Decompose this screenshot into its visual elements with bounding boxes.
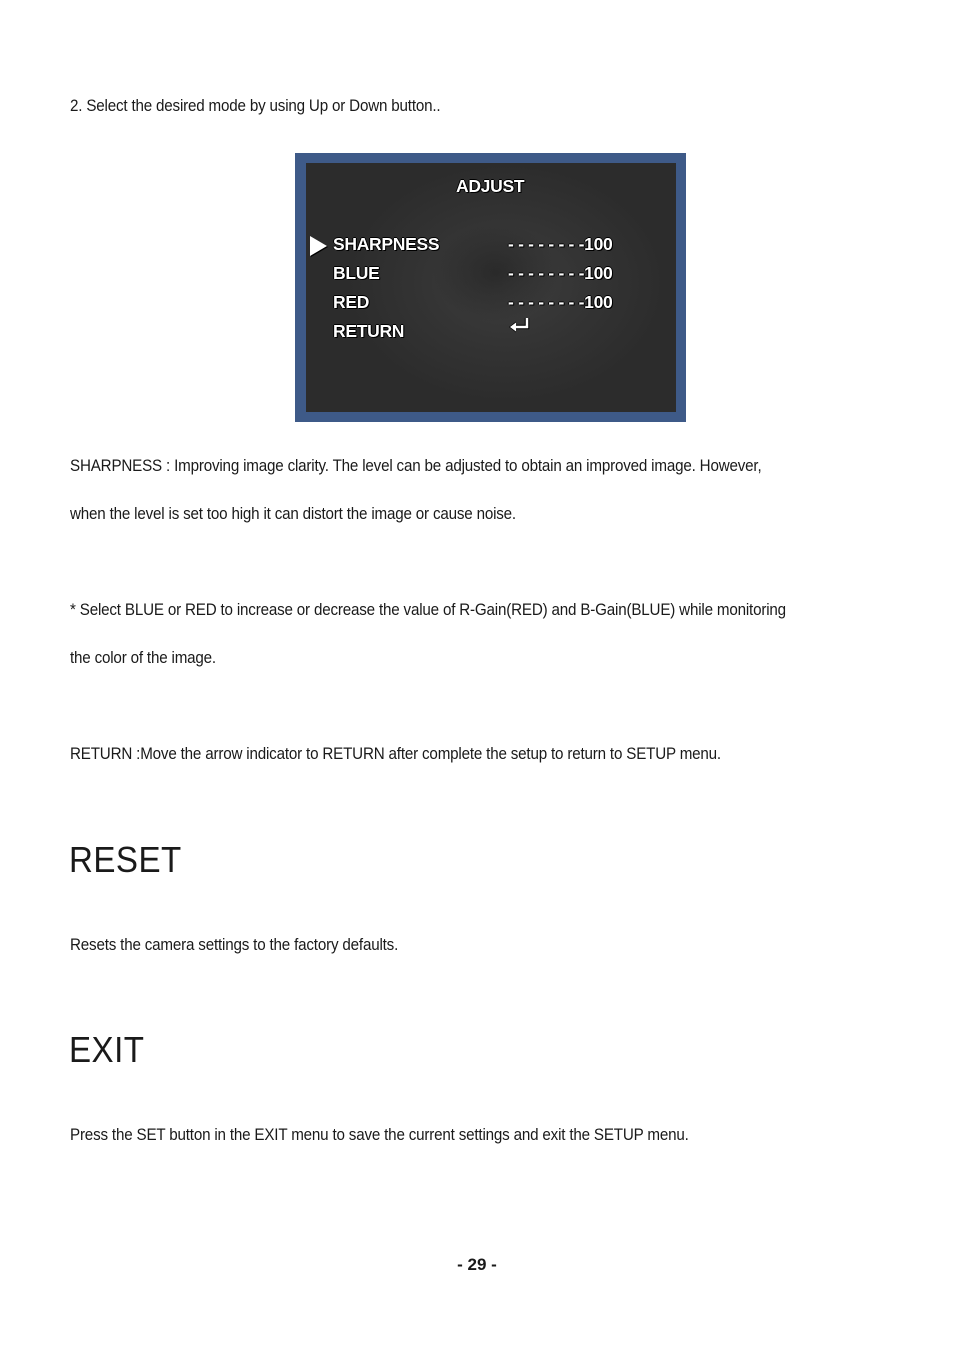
osd-menu-screen [306,163,676,412]
osd-item-red-value: - - - - - - - -100 [508,292,613,312]
sharpness-description-line-2: when the level is set too high it can distort the image or cause noise. [70,505,516,523]
osd-item-sharpness-label: SHARPNESS [333,234,440,254]
return-description: RETURN :Move the arrow indicator to RETURN after complete the setup to return to SETUP menu. [70,745,721,763]
page-number: - 29 - [457,1255,497,1274]
reset-heading: RESET [69,839,182,880]
osd-menu-title: ADJUST [456,176,525,196]
triangle-pointer-icon [310,236,327,256]
color-note-line-1: * Select BLUE or RED to increase or decrease the value of R-Gain(RED) and B-Gain(BLUE) while monitoring [70,601,786,619]
step-instruction: 2. Select the desired mode by using Up or Down button.. [70,97,441,115]
reset-description: Resets the camera settings to the factory defaults. [70,936,399,954]
return-arrow-icon [508,317,532,335]
osd-item-blue-value: - - - - - - - -100 [508,263,613,283]
exit-description: Press the SET button in the EXIT menu to save the current settings and exit the SETUP menu. [70,1126,689,1144]
osd-item-sharpness-value: - - - - - - - -100 [508,234,613,254]
osd-item-blue-label: BLUE [333,263,380,283]
osd-item-red-label: RED [333,292,370,312]
sharpness-description-line-1: SHARPNESS : Improving image clarity. The level can be adjusted to obtain an improved image. However, [70,457,762,475]
osd-screenshot [295,153,686,422]
osd-item-return-label: RETURN [333,321,405,341]
color-note-line-2: the color of the image. [70,649,216,667]
exit-heading: EXIT [69,1029,145,1070]
